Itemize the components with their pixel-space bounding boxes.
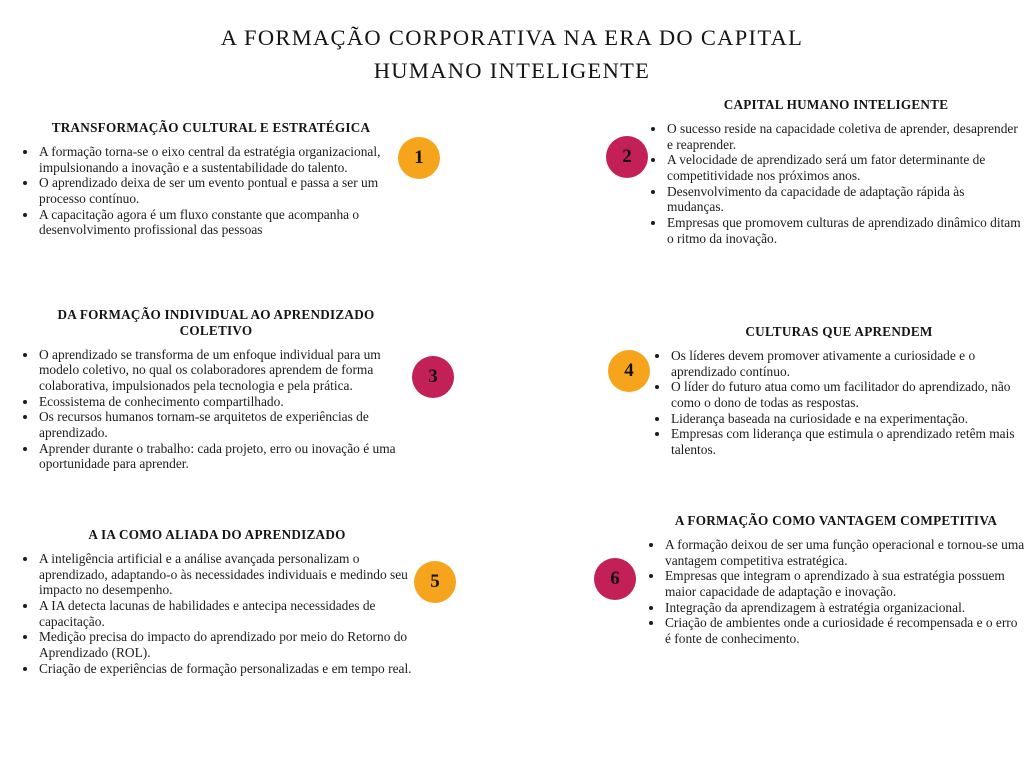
bullet-item: • A IA detecta lacunas de habilidades e antecipa necessidades de capacitação.	[38, 598, 414, 629]
section-ia-aliada	[20, 527, 414, 676]
bullet-item: • Os líderes devem promover ativamente a curiosidade e o aprendizado contínuo.	[670, 348, 1024, 379]
bullet-item: • A formação torna-se o eixo central da estratégia organizacional, impulsionando a inovação e a sustentabilidade do talento.	[38, 144, 402, 175]
bullet-list	[20, 144, 402, 238]
section-heading: CULTURAS QUE APRENDEM	[745, 324, 933, 339]
section-heading: A FORMAÇÃO COMO VANTAGEM COMPETITIVA	[674, 513, 998, 528]
bullet-item: • O aprendizado se transforma de um enfoque individual para um modelo coletivo, no qual os colaboradores aprendem de forma colaborativa, impulsionados pela tecnologia e pela prática.	[38, 347, 412, 394]
section-culturas-que-aprendem	[652, 324, 1024, 458]
section-heading: TRANSFORMAÇÃO CULTURAL E ESTRATÉGICA	[51, 120, 371, 135]
step-number: 4	[624, 360, 634, 381]
section-aprendizado-coletivo	[20, 307, 412, 472]
bullet-item: • Liderança baseada na curiosidade e na experimentação.	[670, 411, 1024, 427]
section-heading: DA FORMAÇÃO INDIVIDUAL AO APRENDIZADO COLETIVO	[57, 307, 375, 338]
step-number: 3	[428, 366, 438, 387]
step-number: 6	[610, 568, 620, 589]
step-badge-4	[608, 350, 650, 392]
bullet-item: • Empresas que integram o aprendizado à sua estratégia possuem maior capacidade de adaptação e inovação.	[664, 568, 1024, 599]
section-heading: A IA COMO ALIADA DO APRENDIZADO	[88, 527, 346, 542]
bullet-item: • Criação de experiências de formação personalizadas e em tempo real.	[38, 661, 414, 677]
bullet-item: • Ecossistema de conhecimento compartilhado.	[38, 394, 412, 410]
section-capital-humano	[648, 97, 1024, 246]
section-heading: CAPITAL HUMANO INTELIGENTE	[723, 97, 949, 112]
bullet-item: • O líder do futuro atua como um facilitador do aprendizado, não como o dono de todas as respostas.	[670, 379, 1024, 410]
step-badge-6	[594, 558, 636, 600]
step-badge-3	[412, 356, 454, 398]
step-badge-2	[606, 136, 648, 178]
bullet-item: • Os recursos humanos tornam-se arquitetos de experiências de aprendizado.	[38, 409, 412, 440]
bullet-item: • A formação deixou de ser uma função operacional e tornou-se uma vantagem competitiva estratégica.	[664, 537, 1024, 568]
bullet-item: • A velocidade de aprendizado será um fator determinante de competitividade nos próximos anos.	[666, 152, 1024, 183]
bullet-list	[20, 551, 414, 676]
bullet-list	[20, 347, 412, 472]
bullet-item: • Medição precisa do impacto do aprendizado por meio do Retorno do Aprendizado (ROL).	[38, 629, 414, 660]
bullet-item: • O aprendizado deixa de ser um evento pontual e passa a ser um processo contínuo.	[38, 175, 402, 206]
bullet-list	[648, 121, 1024, 246]
bullet-item: • A capacitação agora é um fluxo constante que acompanha o desenvolvimento profissional das pessoas	[38, 207, 402, 238]
bullet-item: • O sucesso reside na capacidade coletiva de aprender, desaprender e reaprender.	[666, 121, 1024, 152]
bullet-list	[652, 348, 1024, 458]
section-transformacao-cultural	[20, 120, 402, 238]
step-number: 2	[622, 146, 632, 167]
step-number: 1	[414, 147, 424, 168]
page-title-line-2: HUMANO INTELIGENTE	[373, 57, 651, 83]
bullet-item: • Criação de ambientes onde a curiosidade é recompensada e o erro é fonte de conhecimento.	[664, 615, 1024, 646]
bullet-item: • A inteligência artificial e a análise avançada personalizam o aprendizado, adaptando-o às necessidades individuais e medindo seu impacto no desempenho.	[38, 551, 414, 598]
section-vantagem-competitiva	[646, 513, 1024, 647]
step-number: 5	[430, 571, 440, 592]
bullet-item: • Integração da aprendizagem à estratégia organizacional.	[664, 600, 1024, 616]
bullet-list	[646, 537, 1024, 647]
bullet-item: • Empresas com liderança que estimula o aprendizado retêm mais talentos.	[670, 426, 1024, 457]
bullet-item: • Aprender durante o trabalho: cada projeto, erro ou inovação é uma oportunidade para aprender.	[38, 441, 412, 472]
bullet-item: • Desenvolvimento da capacidade de adaptação rápida às mudanças.	[666, 184, 1024, 215]
step-badge-1	[398, 137, 440, 179]
step-badge-5	[414, 561, 456, 603]
bullet-item: • Empresas que promovem culturas de aprendizado dinâmico ditam o ritmo da inovação.	[666, 215, 1024, 246]
page-title	[0, 22, 1024, 87]
page-title-line-1: A FORMAÇÃO CORPORATIVA NA ERA DO CAPITAL	[220, 25, 804, 50]
